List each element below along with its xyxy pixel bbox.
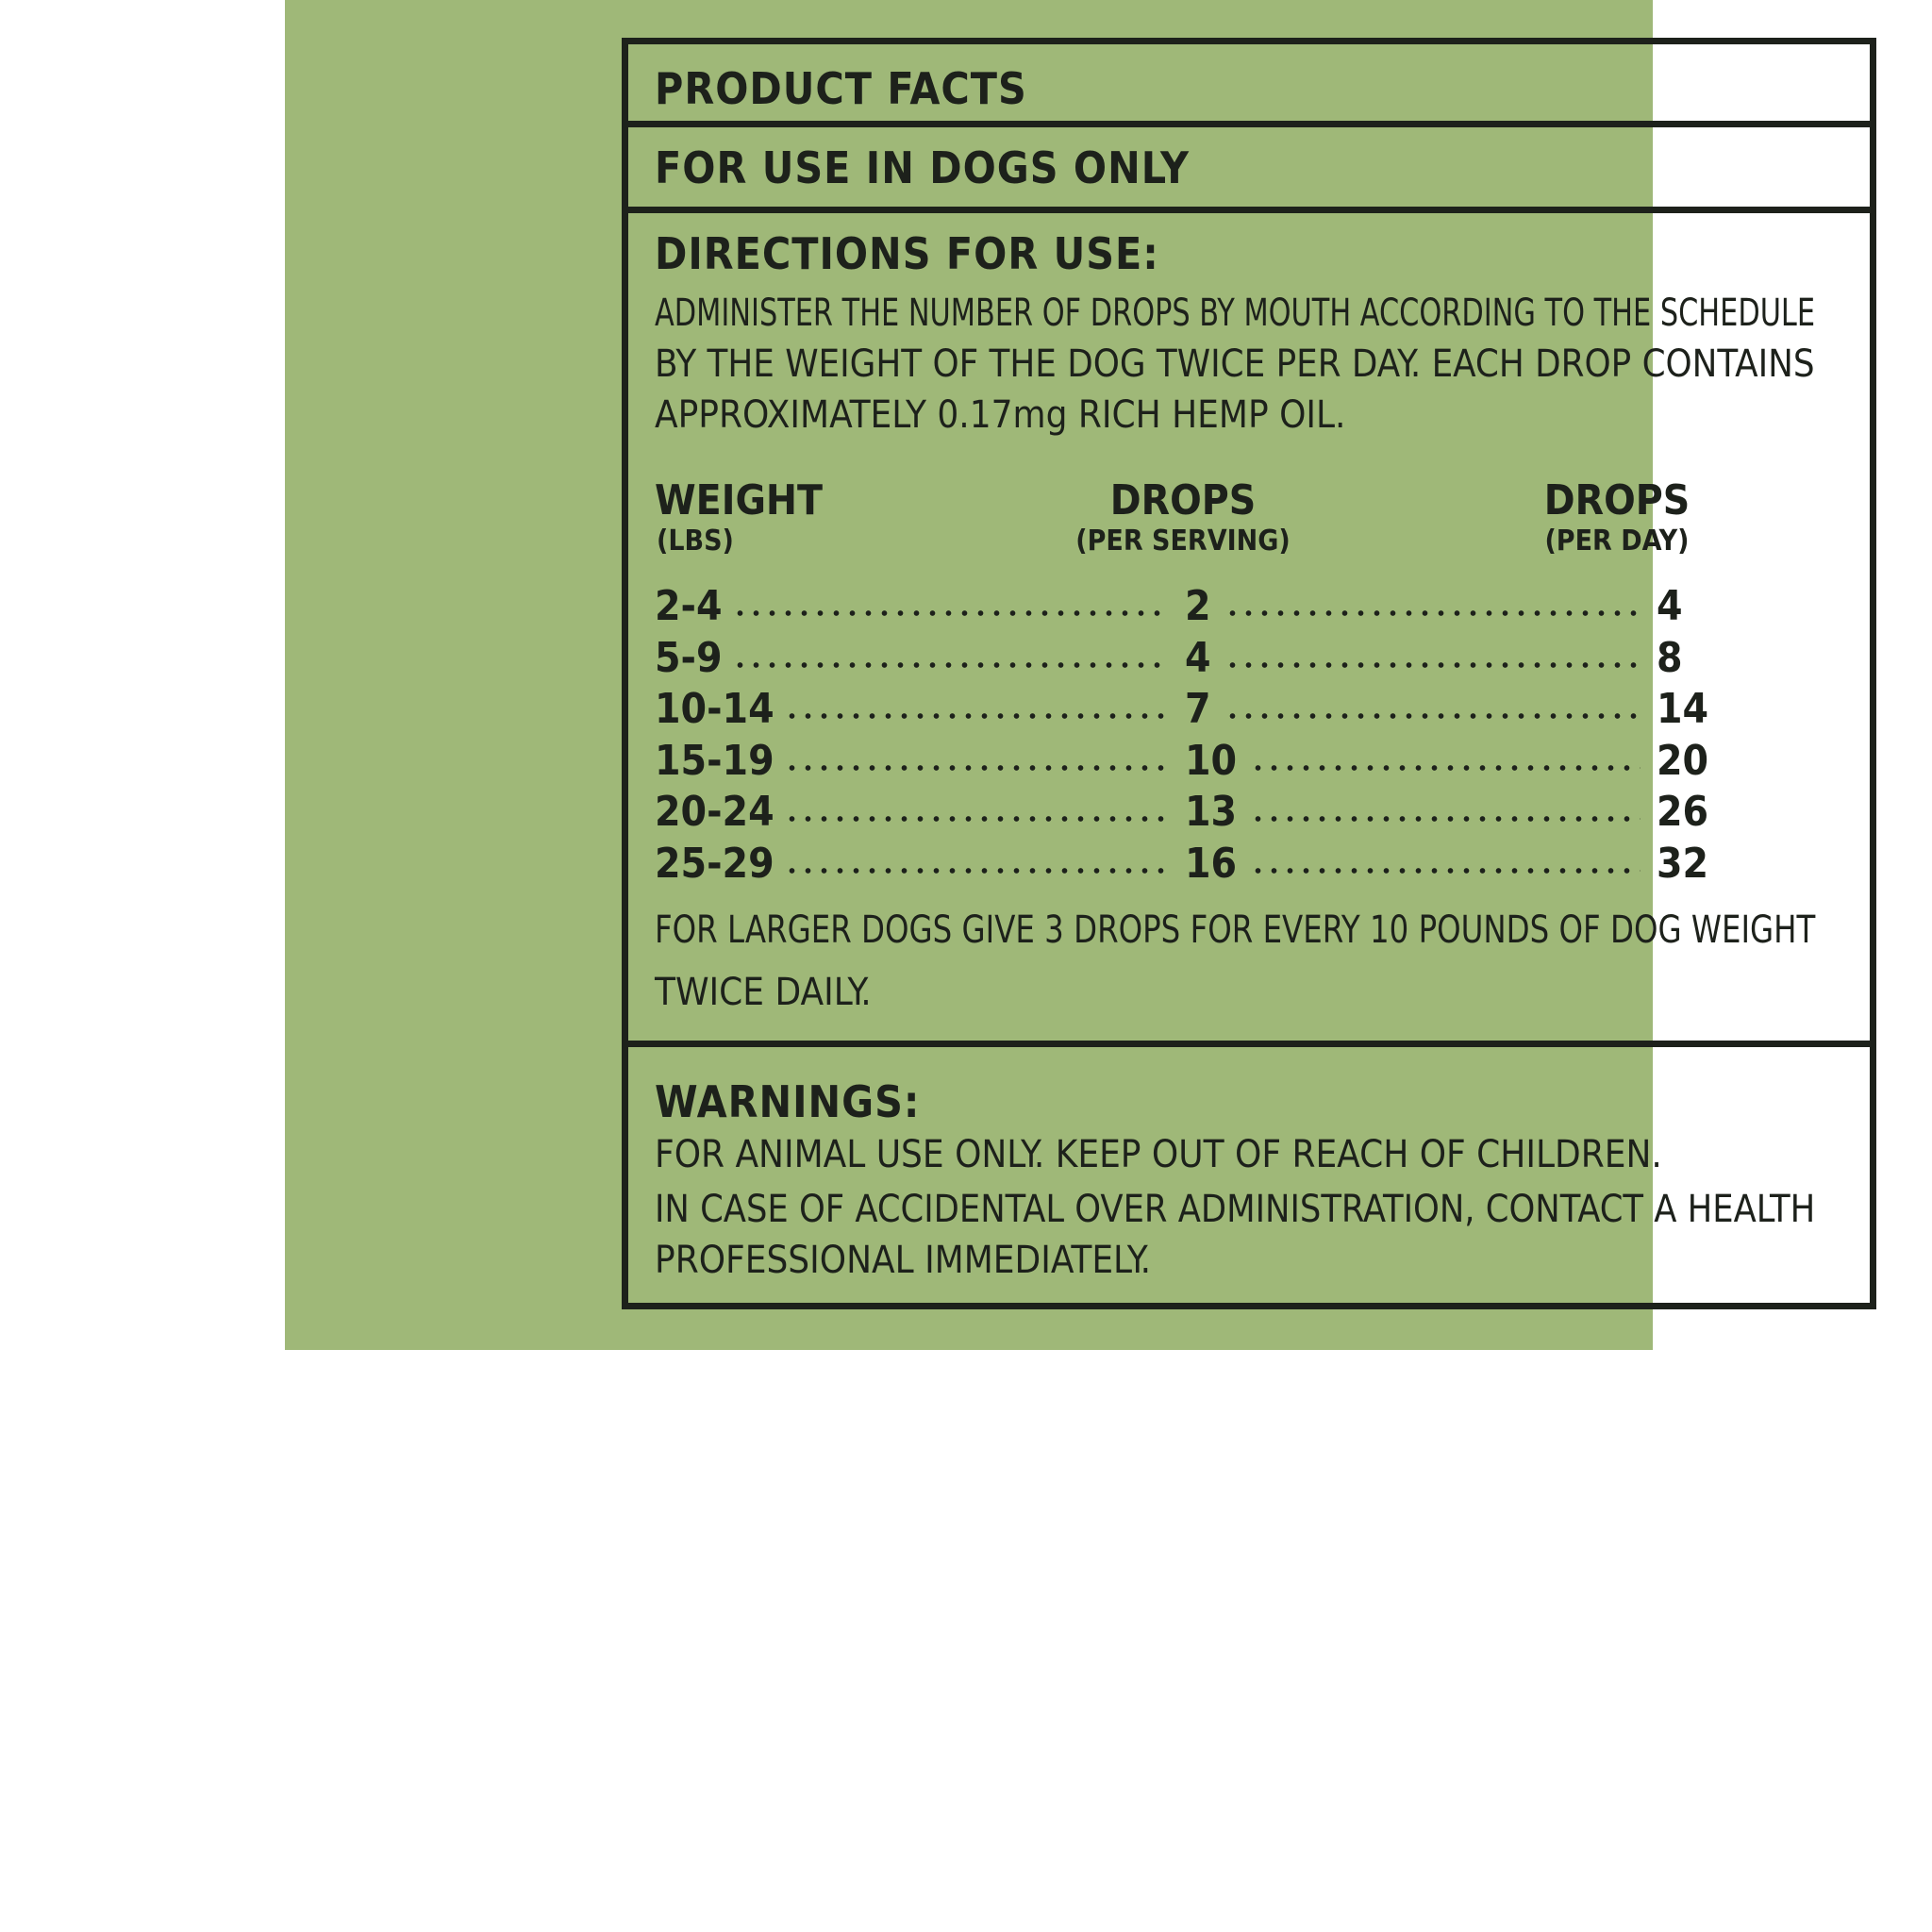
table-row [655,582,1787,633]
per-serving-cell: 7 [1185,685,1211,733]
leader-dots [1250,868,1641,874]
panel-title: PRODUCT FACTS [655,63,1027,114]
weight-cell: 15-19 [655,736,774,785]
table-row [655,788,1787,839]
directions-line: APPROXIMATELY 0.17mg RICH HEMP OIL. [655,393,1346,437]
larger-dogs-note: TWICE DAILY. [655,971,872,1014]
per-serving-cell: 4 [1185,633,1211,682]
directions-heading: DIRECTIONS FOR USE: [655,228,1159,279]
leader-dots [732,610,1169,616]
per-serving-cell: 2 [1185,582,1211,630]
leader-dots [1250,816,1641,822]
divider [628,207,1870,213]
divider [628,1041,1870,1047]
column-subheader-weight: (LBS) [657,525,734,558]
leader-dots [1224,713,1641,719]
leader-dots [784,713,1169,719]
warnings-line: PROFESSIONAL IMMEDIATELY. [655,1239,1152,1282]
table-row [655,840,1787,891]
per-day-cell: 14 [1657,685,1709,733]
per-serving-cell: 13 [1185,788,1238,836]
weight-cell: 2-4 [655,582,723,630]
table-row [655,634,1787,685]
per-day-cell: 32 [1657,839,1709,888]
table-row [655,685,1787,736]
leader-dots [732,662,1169,668]
warnings-line: IN CASE OF ACCIDENTAL OVER ADMINISTRATION, CONTACT A HEALTH [655,1188,1816,1231]
product-facts-panel [622,38,1876,1309]
warnings-line: FOR ANIMAL USE ONLY. KEEP OUT OF REACH OF CHILDREN. [655,1133,1662,1176]
column-header-weight: WEIGHT [655,476,824,525]
weight-cell: 25-29 [655,839,774,888]
leader-dots [1224,610,1641,616]
column-subheader-drops-day: (PER DAY) [1544,525,1690,558]
warnings-heading: WARNINGS: [655,1076,921,1127]
per-serving-cell: 16 [1185,839,1238,888]
leader-dots [784,765,1169,771]
species-notice: FOR USE IN DOGS ONLY [655,142,1190,193]
directions-line: BY THE WEIGHT OF THE DOG TWICE PER DAY. EACH DROP CONTAINS [655,342,1815,386]
directions-line: ADMINISTER THE NUMBER OF DROPS BY MOUTH ACCORDING TO THE SCHEDULE [655,291,1816,335]
column-subheader-drops-serving: (PER SERVING) [1075,525,1291,558]
per-day-cell: 4 [1657,582,1683,630]
label-background [285,0,1816,1350]
table-row [655,737,1787,788]
leader-dots [784,868,1169,874]
weight-cell: 10-14 [655,685,774,733]
column-header-drops-serving: DROPS [1109,476,1257,525]
weight-cell: 5-9 [655,633,723,682]
per-day-cell: 20 [1657,736,1709,785]
leader-dots [1224,662,1641,668]
per-day-cell: 26 [1657,788,1709,836]
column-header-drops-day: DROPS [1543,476,1690,525]
weight-cell: 20-24 [655,788,774,836]
leader-dots [1250,765,1641,771]
divider [628,121,1870,127]
leader-dots [784,816,1169,822]
per-day-cell: 8 [1657,633,1683,682]
larger-dogs-note: FOR LARGER DOGS GIVE 3 DROPS FOR EVERY 10 POUNDS OF DOG WEIGHT [655,908,1816,952]
per-serving-cell: 10 [1185,736,1238,785]
